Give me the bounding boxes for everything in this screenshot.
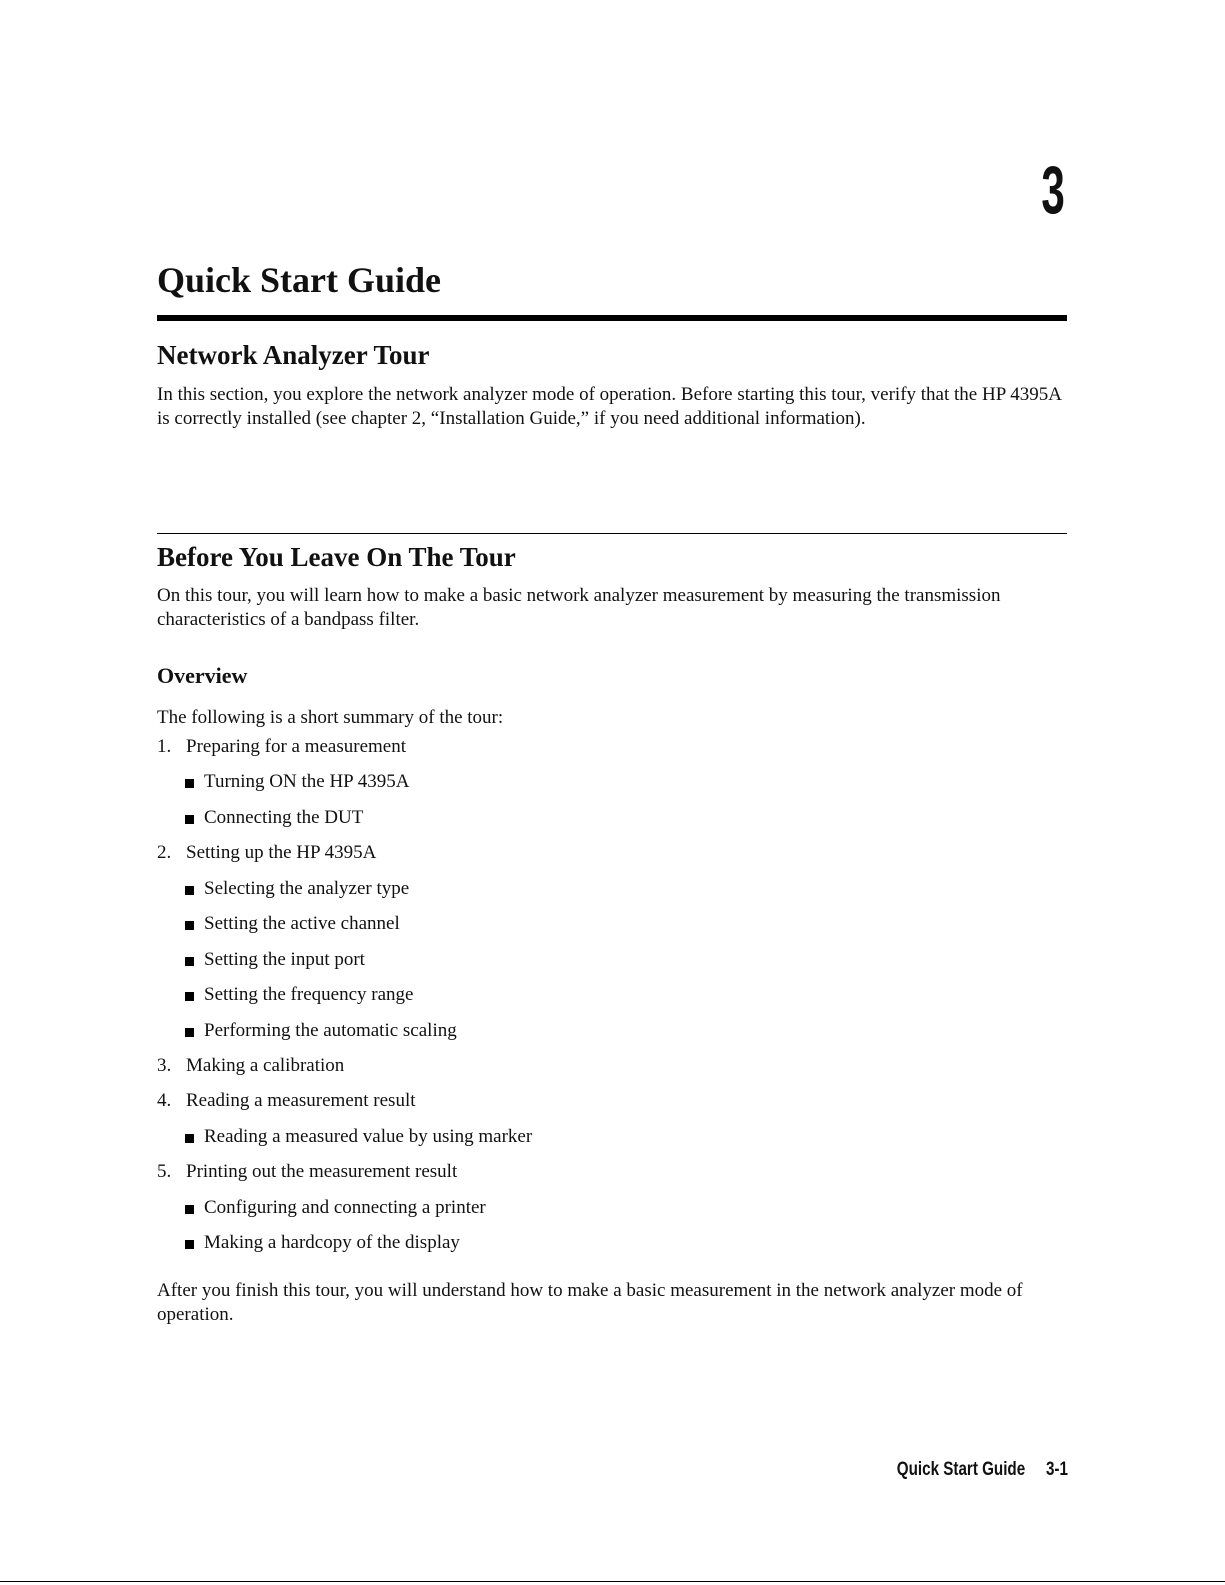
page-number: 3-1: [1046, 1459, 1068, 1480]
footer-title: Quick Start Guide: [896, 1459, 1026, 1480]
overview-intro: The following is a short summary of the tour:: [157, 707, 504, 728]
section-divider: [157, 533, 1067, 534]
square-bullet-icon: [185, 815, 194, 824]
square-bullet-icon: [185, 1205, 194, 1214]
list-item-text: Printing out the measurement result: [186, 1161, 458, 1182]
list-sub-item-text: Connecting the DUT: [204, 807, 364, 828]
list-sub-item-text: Performing the automatic scaling: [204, 1020, 457, 1041]
chapter-title: Quick Start Guide: [157, 260, 442, 300]
square-bullet-icon: [185, 1240, 194, 1249]
list-item-text: Reading a measurement result: [186, 1090, 416, 1111]
list-item-text: Preparing for a measurement: [186, 736, 406, 757]
list-sub-item-text: Selecting the analyzer type: [204, 878, 410, 899]
square-bullet-icon: [185, 886, 194, 895]
list-item-text: Making a calibration: [186, 1055, 345, 1076]
page-bottom-edge: [0, 1581, 1225, 1582]
list-item-text: Setting up the HP 4395A: [186, 842, 377, 863]
list-number: 3.: [157, 1055, 172, 1076]
square-bullet-icon: [185, 957, 194, 966]
page-footer: [897, 1458, 1068, 1482]
square-bullet-icon: [185, 779, 194, 788]
intro-paragraph: In this section, you explore the network analyzer mode of operation. Before starting this tour, verify that the HP 4395A is correctly installed (see chapter 2, “Installation Guide,” if you need additional information).: [157, 384, 1061, 429]
list-number: 4.: [157, 1090, 172, 1111]
list-sub-item-text: Configuring and connecting a printer: [204, 1197, 486, 1218]
section-heading-before-tour: Before You Leave On The Tour: [157, 542, 516, 572]
list-sub-item-text: Setting the frequency range: [204, 984, 414, 1005]
list-sub-item-text: Turning ON the HP 4395A: [204, 771, 410, 792]
list-sub-item-text: Setting the input port: [204, 949, 365, 970]
square-bullet-icon: [185, 1028, 194, 1037]
square-bullet-icon: [185, 992, 194, 1001]
subsection-heading-overview: Overview: [157, 663, 248, 688]
list-sub-item-text: Making a hardcopy of the display: [204, 1232, 460, 1253]
list-number: 1.: [157, 736, 172, 757]
chapter-number: 3: [1041, 152, 1065, 228]
before-tour-paragraph: On this tour, you will learn how to make a basic network analyzer measurement by measuring the transmission characteristics of a bandpass filter.: [157, 585, 1001, 630]
square-bullet-icon: [185, 1134, 194, 1143]
section-heading-network-analyzer-tour: Network Analyzer Tour: [157, 340, 430, 370]
square-bullet-icon: [185, 921, 194, 930]
chapter-title-rule: [157, 315, 1067, 321]
list-sub-item-text: Setting the active channel: [204, 913, 400, 934]
closing-paragraph: After you finish this tour, you will understand how to make a basic measurement in the network analyzer mode of operation.: [157, 1280, 1023, 1325]
list-number: 2.: [157, 842, 172, 863]
list-number: 5.: [157, 1161, 172, 1182]
list-sub-item-text: Reading a measured value by using marker: [204, 1126, 533, 1147]
